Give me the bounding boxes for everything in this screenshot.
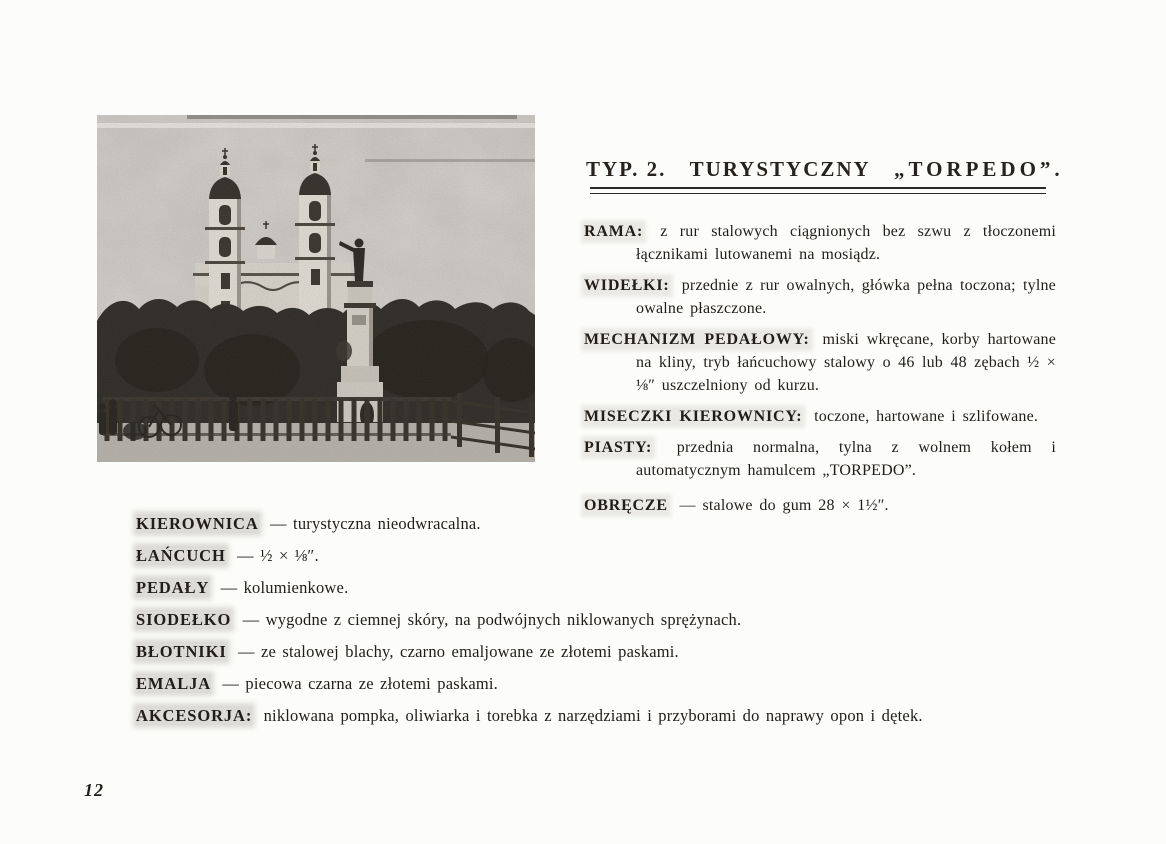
feature-siodelko bbox=[136, 610, 1126, 630]
spec-mechanizm-pedalowy bbox=[584, 328, 1056, 397]
spec-text-mechanizm-pedalowy: miski wkręcane, korby hartowane na kliny, tryb łańcuchowy stalowy o 46 lub 48 zębach ½ × ⅛″ uszczelniony od kurzu. bbox=[636, 331, 1057, 394]
spec-widelki bbox=[584, 274, 1056, 320]
feature-label-siodelko: SIODEŁKO bbox=[136, 610, 232, 629]
feature-text-emalja: — piecowa czarna ze złotemi paskami. bbox=[222, 674, 498, 693]
feature-pedaly bbox=[136, 578, 1126, 598]
title-part-torpedo: „TORPEDO”. bbox=[893, 157, 1064, 181]
feature-label-kierownica: KIEROWNICA bbox=[136, 514, 259, 533]
spec-text-rama: z rur stalowych ciągnionych bez szwu z tłoczonemi łącznikami lutowanemi na mosiądz. bbox=[636, 223, 1057, 263]
feature-lancuch bbox=[136, 546, 1126, 566]
spec-text-piasty: przednia normalna, tylna z wolnem kołem i automatycznym hamulcem „TORPEDO”. bbox=[636, 439, 1057, 479]
spec-list bbox=[578, 220, 1056, 517]
feature-akcesorja bbox=[136, 706, 1126, 726]
church-square-photo bbox=[97, 115, 535, 462]
page-number: 12 bbox=[84, 780, 104, 800]
feature-text-akcesorja: niklowana pompka, oliwiarka i torebka z narzędziami i przyborami do naprawy opon i dętek. bbox=[263, 706, 923, 725]
feature-text-lancuch: — ½ × ⅛″. bbox=[237, 546, 319, 565]
spec-miseczki-kierownicy bbox=[584, 405, 1056, 428]
spec-label-rama: RAMA: bbox=[584, 223, 644, 240]
feature-text-kierownica: — turystyczna nieodwracalna. bbox=[270, 514, 481, 533]
photo-illustration bbox=[97, 115, 535, 462]
feature-text-blotniki: — ze stalowej blachy, czarno emaljowane ze złotemi paskami. bbox=[237, 642, 679, 661]
spec-rama bbox=[584, 220, 1056, 266]
feature-text-siodelko: — wygodne z ciemnej skóry, na podwójnych niklowanych sprężynach. bbox=[242, 610, 742, 629]
spec-column bbox=[578, 157, 1064, 525]
title-part-typ: TYP. 2. bbox=[586, 157, 667, 181]
feature-label-blotniki: BŁOTNIKI bbox=[136, 642, 227, 661]
spec-label-piasty: PIASTY: bbox=[584, 439, 653, 456]
feature-list bbox=[136, 514, 1126, 738]
feature-emalja bbox=[136, 674, 1126, 694]
feature-blotniki bbox=[136, 642, 1126, 662]
feature-label-akcesorja: AKCESORJA: bbox=[136, 706, 253, 725]
spec-label-miseczki-kierownicy: MISECZKI KIEROWNICY: bbox=[584, 408, 803, 425]
title-part-turystyczny: TURYSTYCZNY bbox=[689, 157, 871, 181]
spec-text-obrecze: — stalowe do gum 28 × 1½″. bbox=[679, 497, 889, 514]
feature-kierownica bbox=[136, 514, 1126, 534]
spec-piasty bbox=[584, 436, 1056, 482]
section-title bbox=[578, 157, 1064, 182]
spec-label-obrecze: OBRĘCZE bbox=[584, 497, 668, 514]
feature-label-lancuch: ŁAŃCUCH bbox=[136, 546, 226, 565]
feature-label-emalja: EMALJA bbox=[136, 674, 212, 693]
spec-label-mechanizm-pedalowy: MECHANIZM PEDAŁOWY: bbox=[584, 331, 810, 348]
spec-label-widelki: WIDEŁKI: bbox=[584, 277, 670, 294]
title-underline bbox=[590, 187, 1046, 194]
spec-text-widelki: przednie z rur owalnych, główka pełna toczona; tylne owalne płaszczone. bbox=[636, 277, 1056, 317]
feature-text-pedaly: — kolumienkowe. bbox=[220, 578, 349, 597]
feature-label-pedaly: PEDAŁY bbox=[136, 578, 210, 597]
spec-text-miseczki-kierownicy: toczone, hartowane i szlifowane. bbox=[814, 408, 1039, 425]
